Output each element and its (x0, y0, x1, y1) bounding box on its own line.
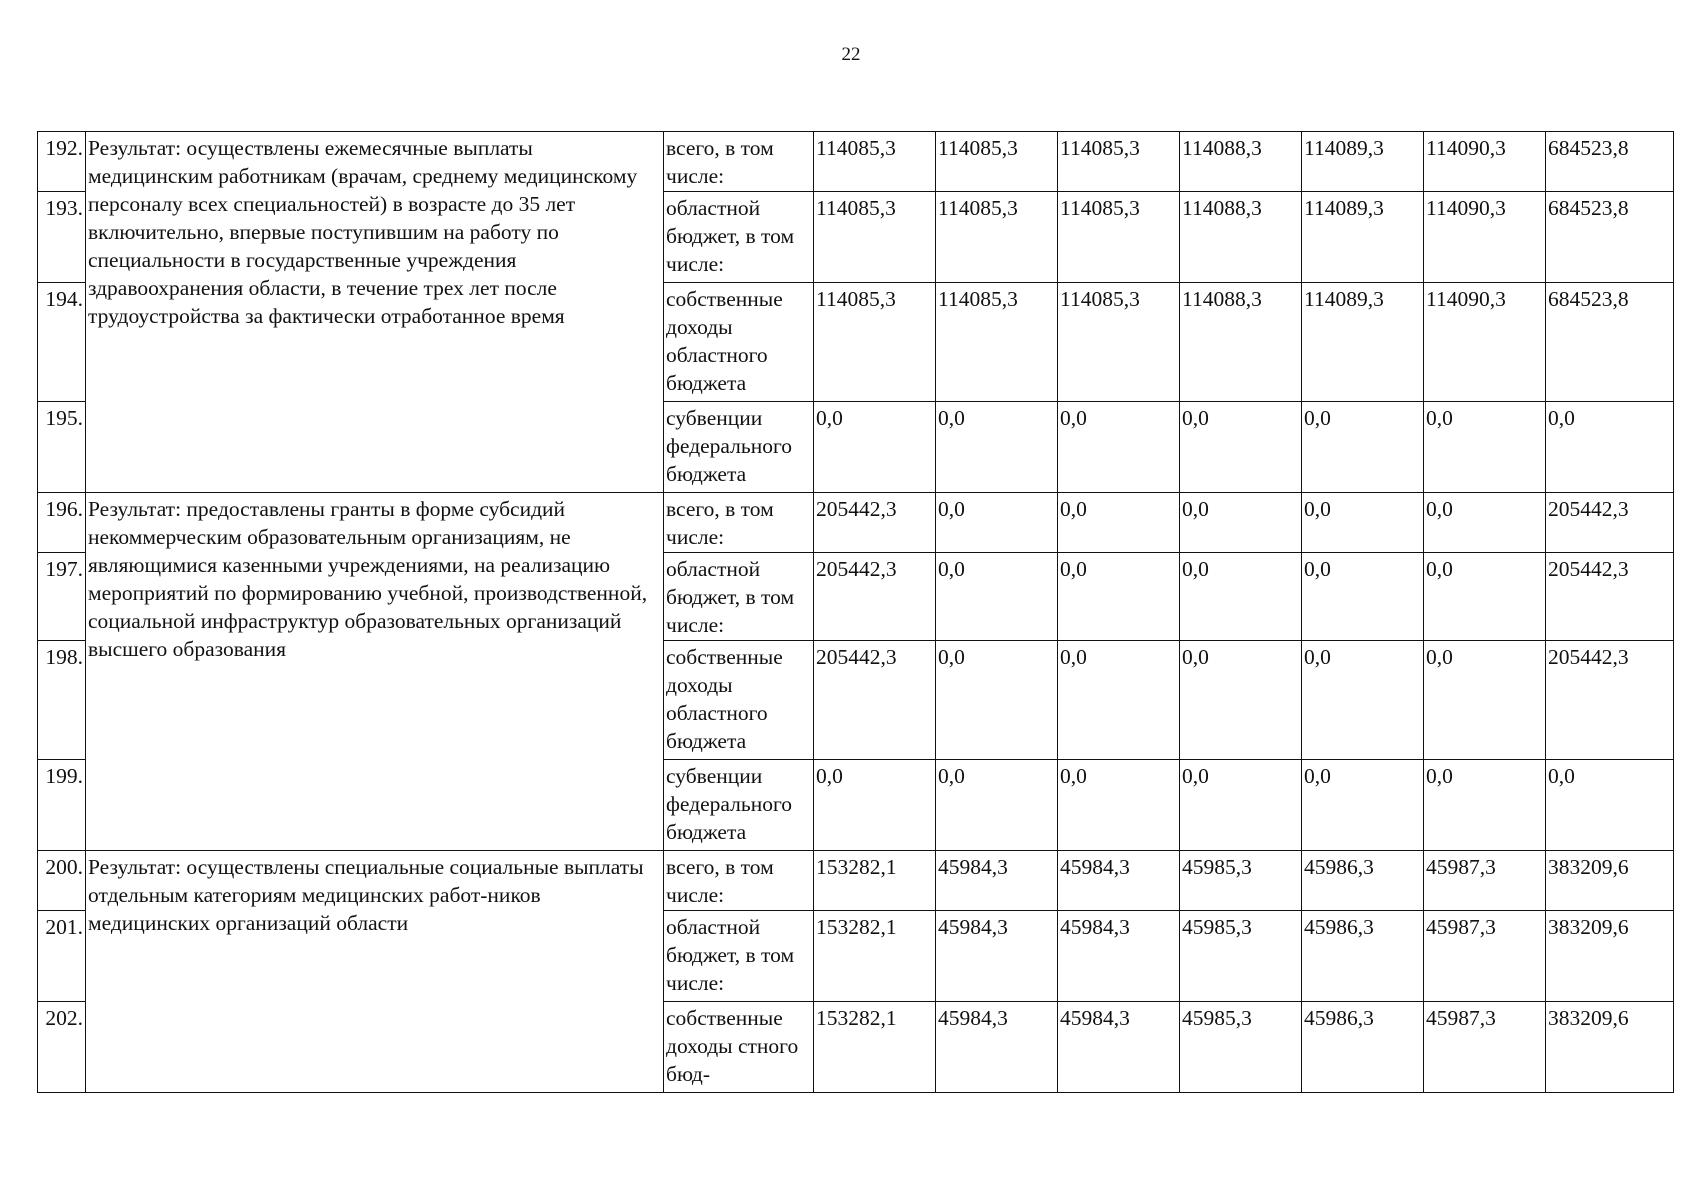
page-number: 22 (841, 44, 861, 65)
total-cell: 684523,8 (1546, 132, 1674, 192)
table-body (38, 132, 1674, 1093)
funding-source: областной бюджет, в том числе: (664, 192, 814, 283)
result-description: Результат: осуществлены специальные социальные выплаты отдельным категориям медицинских работ-ников медицинских организаций области (86, 851, 664, 1093)
value-cell: 114089,3 (1302, 283, 1424, 402)
value-cell: 0,0 (814, 760, 936, 851)
result-description: Результат: предоставлены гранты в форме субсидий некоммерческим образовательным организациям, не являющимися казенными учреждениями, на реализацию мероприятий по формированию учебной, производственной, социальной инфраструктур образовательных организаций высшего образования (86, 493, 664, 851)
funding-source: всего, в том числе: (664, 493, 814, 553)
value-cell: 0,0 (1424, 553, 1546, 641)
budget-table (37, 131, 1674, 1093)
total-cell: 383209,6 (1546, 911, 1674, 1002)
value-cell: 0,0 (1058, 553, 1180, 641)
funding-source: собственные доходы стного бюд- (664, 1002, 814, 1093)
row-number: 198. (38, 641, 86, 760)
value-cell: 0,0 (1180, 760, 1302, 851)
row-number: 193. (38, 192, 86, 283)
value-cell: 45986,3 (1302, 911, 1424, 1002)
value-cell: 0,0 (1302, 641, 1424, 760)
value-cell: 0,0 (1302, 402, 1424, 493)
value-cell: 45984,3 (1058, 911, 1180, 1002)
total-cell: 205442,3 (1546, 493, 1674, 553)
row-number: 202. (38, 1002, 86, 1093)
row-number: 197. (38, 553, 86, 641)
row-number: 196. (38, 493, 86, 553)
value-cell: 114089,3 (1302, 132, 1424, 192)
table-row (38, 851, 1674, 911)
value-cell: 0,0 (1058, 641, 1180, 760)
value-cell: 45987,3 (1424, 911, 1546, 1002)
total-cell: 684523,8 (1546, 283, 1674, 402)
value-cell: 0,0 (1058, 493, 1180, 553)
value-cell: 114090,3 (1424, 192, 1546, 283)
result-description: Результат: осуществлены ежемесячные выплаты медицинским работникам (врачам, среднему медицинскому персоналу всех специальностей) в возрасте до 35 лет включительно, впервые поступившим на работу по специальности в государственные учреждения здравоохранения области, в течение трех лет после трудоустройства за фактически отработанное время (86, 132, 664, 493)
value-cell: 45986,3 (1302, 1002, 1424, 1093)
row-number: 194. (38, 283, 86, 402)
value-cell: 153282,1 (814, 911, 936, 1002)
value-cell: 45984,3 (936, 851, 1058, 911)
value-cell: 114085,3 (814, 192, 936, 283)
value-cell: 114090,3 (1424, 132, 1546, 192)
value-cell: 0,0 (814, 402, 936, 493)
funding-source: субвенции федерального бюджета (664, 760, 814, 851)
value-cell: 0,0 (1424, 402, 1546, 493)
value-cell: 0,0 (936, 402, 1058, 493)
value-cell: 45987,3 (1424, 1002, 1546, 1093)
value-cell: 114085,3 (814, 283, 936, 402)
value-cell: 0,0 (936, 493, 1058, 553)
funding-source: всего, в том числе: (664, 132, 814, 192)
value-cell: 205442,3 (814, 493, 936, 553)
total-cell: 684523,8 (1546, 192, 1674, 283)
value-cell: 114085,3 (936, 132, 1058, 192)
value-cell: 0,0 (1058, 760, 1180, 851)
value-cell: 45987,3 (1424, 851, 1546, 911)
value-cell: 114088,3 (1180, 283, 1302, 402)
value-cell: 0,0 (1424, 493, 1546, 553)
total-cell: 0,0 (1546, 402, 1674, 493)
value-cell: 153282,1 (814, 851, 936, 911)
value-cell: 0,0 (1302, 493, 1424, 553)
value-cell: 45984,3 (1058, 851, 1180, 911)
value-cell: 205442,3 (814, 553, 936, 641)
total-cell: 205442,3 (1546, 553, 1674, 641)
table-row (38, 132, 1674, 192)
row-number: 200. (38, 851, 86, 911)
total-cell: 0,0 (1546, 760, 1674, 851)
funding-source: областной бюджет, в том числе: (664, 553, 814, 641)
value-cell: 0,0 (936, 553, 1058, 641)
row-number: 195. (38, 402, 86, 493)
funding-source: областной бюджет, в том числе: (664, 911, 814, 1002)
value-cell: 114088,3 (1180, 192, 1302, 283)
value-cell: 0,0 (1180, 553, 1302, 641)
total-cell: 205442,3 (1546, 641, 1674, 760)
value-cell: 0,0 (1302, 760, 1424, 851)
value-cell: 0,0 (1424, 760, 1546, 851)
value-cell: 0,0 (936, 641, 1058, 760)
value-cell: 45986,3 (1302, 851, 1424, 911)
value-cell: 0,0 (1180, 493, 1302, 553)
total-cell: 383209,6 (1546, 851, 1674, 911)
value-cell: 114090,3 (1424, 283, 1546, 402)
value-cell: 114085,3 (936, 192, 1058, 283)
value-cell: 114089,3 (1302, 192, 1424, 283)
value-cell: 114085,3 (936, 283, 1058, 402)
value-cell: 0,0 (1180, 641, 1302, 760)
value-cell: 45985,3 (1180, 1002, 1302, 1093)
total-cell: 383209,6 (1546, 1002, 1674, 1093)
funding-source: собственные доходы областного бюджета (664, 283, 814, 402)
value-cell: 114085,3 (1058, 283, 1180, 402)
value-cell: 114085,3 (1058, 192, 1180, 283)
funding-source: собственные доходы областного бюджета (664, 641, 814, 760)
value-cell: 0,0 (1424, 641, 1546, 760)
value-cell: 0,0 (1180, 402, 1302, 493)
value-cell: 45984,3 (1058, 1002, 1180, 1093)
value-cell: 153282,1 (814, 1002, 936, 1093)
table-row (38, 493, 1674, 553)
value-cell: 45985,3 (1180, 851, 1302, 911)
value-cell: 0,0 (1058, 402, 1180, 493)
row-number: 192. (38, 132, 86, 192)
value-cell: 0,0 (936, 760, 1058, 851)
value-cell: 114085,3 (814, 132, 936, 192)
value-cell: 45984,3 (936, 911, 1058, 1002)
funding-source: субвенции федерального бюджета (664, 402, 814, 493)
row-number: 199. (38, 760, 86, 851)
value-cell: 114085,3 (1058, 132, 1180, 192)
value-cell: 114088,3 (1180, 132, 1302, 192)
value-cell: 45984,3 (936, 1002, 1058, 1093)
value-cell: 205442,3 (814, 641, 936, 760)
funding-source: всего, в том числе: (664, 851, 814, 911)
row-number: 201. (38, 911, 86, 1002)
value-cell: 0,0 (1302, 553, 1424, 641)
value-cell: 45985,3 (1180, 911, 1302, 1002)
